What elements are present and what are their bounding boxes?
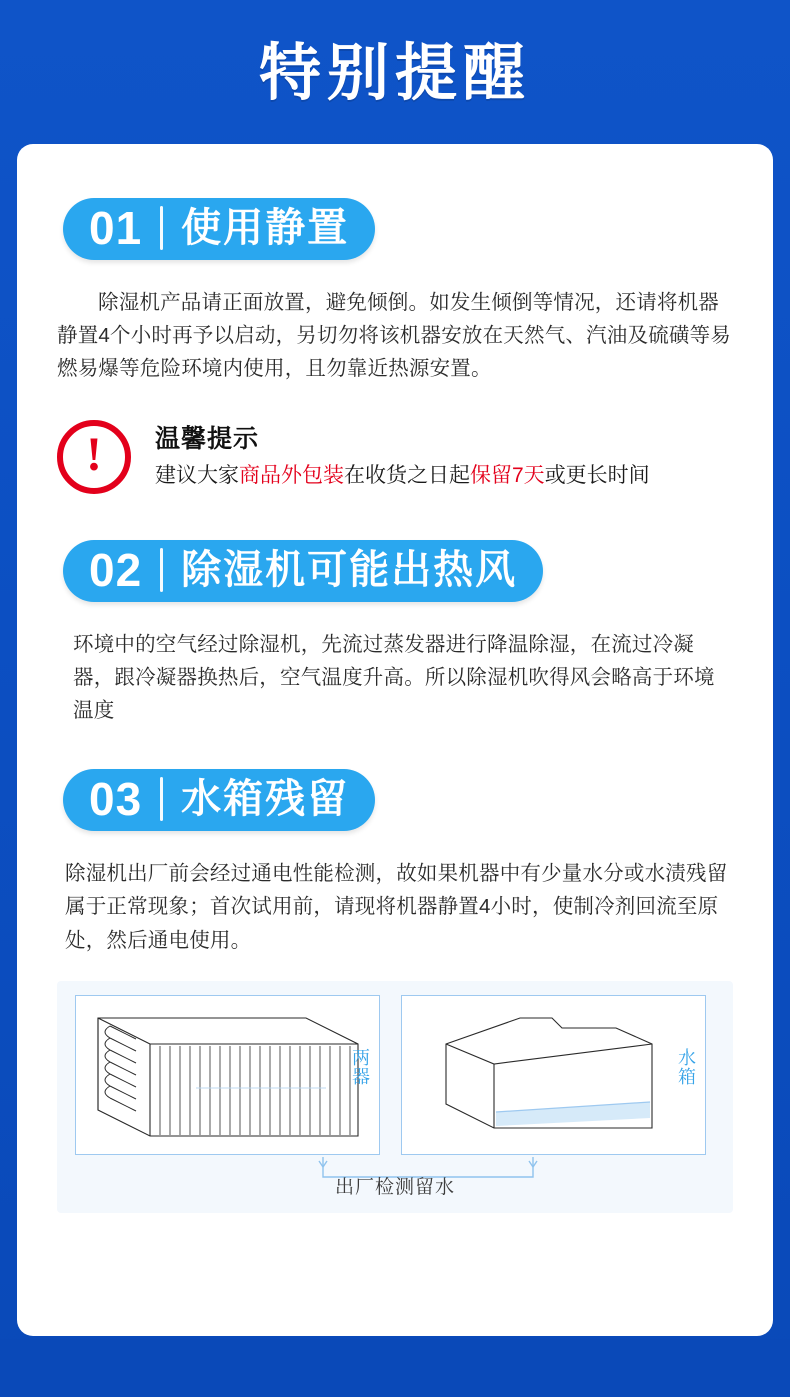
section-body-03: 除湿机出厂前会经过通电性能检测，故如果机器中有少量水分或水渍残留属于正常现象；首次试用前，请现将机器静置4小时，使制冷剂回流至原处，然后通电使用。 (65, 862, 728, 952)
tip-text-part-2: 在收货之日起 (344, 463, 470, 487)
pill-divider (160, 777, 163, 821)
section-number-01: 01 (89, 202, 143, 254)
section-body-02: 环境中的空气经过除湿机，先流过蒸发器进行降温除湿，在流过冷凝器，跟冷凝器换热后，空气温度升高。所以除湿机吹得风会略高于环境温度 (73, 632, 715, 723)
illustration-panel (57, 981, 733, 1213)
tip-body (155, 423, 650, 490)
pill-divider (160, 548, 163, 592)
page-title: 特别提醒 (258, 39, 531, 108)
pill-divider (160, 206, 163, 250)
heat-exchanger-icon (76, 996, 379, 1154)
section-title-02: 除湿机可能出热风 (181, 547, 518, 592)
tip-text (155, 462, 650, 490)
content-card (17, 144, 773, 1336)
illustration-label-left: 两器 (350, 1047, 370, 1086)
illustration-label-right: 水箱 (676, 1047, 696, 1086)
section-title-03: 水箱残留 (181, 777, 350, 822)
tip-text-highlight-2: 保留7天 (470, 463, 545, 487)
footer-strip (0, 1339, 790, 1397)
tip-title: 温馨提示 (155, 425, 260, 454)
section-pill-01 (63, 198, 375, 260)
heat-exchanger-illustration (75, 995, 380, 1155)
section-title-01: 使用静置 (181, 206, 350, 250)
section-number-02: 02 (89, 543, 143, 596)
tip-text-part-3: 或更长时间 (544, 463, 650, 487)
exclamation-icon: ! (57, 420, 131, 494)
water-tank-icon (402, 996, 705, 1154)
tip-text-highlight-1: 商品外包装 (239, 463, 344, 487)
section-heading-01 (63, 198, 773, 260)
section-pill-02 (63, 540, 543, 602)
section-body-01: 除湿机产品请正面放置，避免倾倒。如发生倾倒等情况，还请将机器静置4个小时再予以启动，另切勿将该机器安放在天然气、汽油及硫磺等易燃易爆等危险环境内使用，且勿靠近热源安置。 (57, 291, 731, 381)
illustration-caption: 出厂检测留水 (334, 1176, 455, 1198)
section-heading-02 (63, 540, 773, 602)
water-tank-illustration (401, 995, 706, 1155)
tip-box (57, 420, 773, 494)
section-heading-03 (63, 769, 773, 831)
tip-text-part-1: 建议大家 (155, 463, 239, 487)
section-pill-03 (63, 769, 375, 831)
section-number-03: 03 (89, 773, 143, 826)
page-header (0, 0, 790, 148)
